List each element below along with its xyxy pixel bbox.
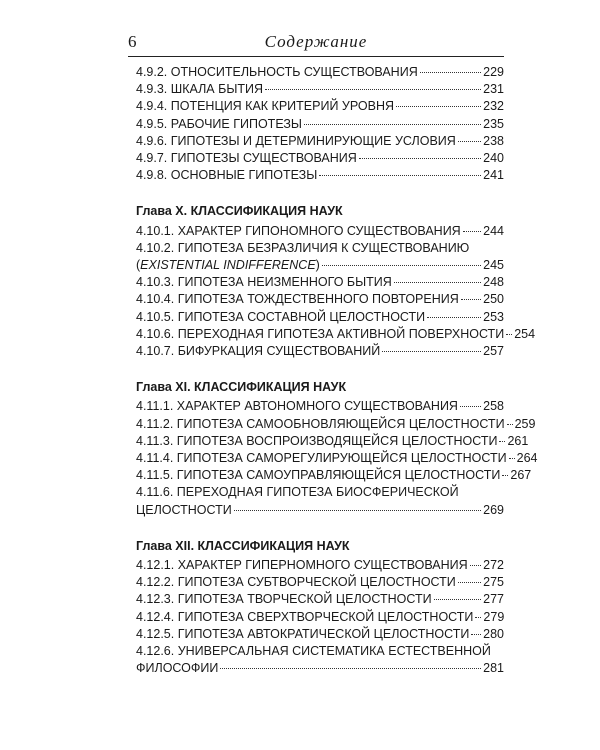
chapter-heading: Глава XI. КЛАССИФИКАЦИЯ НАУК bbox=[136, 380, 347, 395]
toc-entry-title: 4.9.8. ОСНОВНЫЕ ГИПОТЕЗЫ bbox=[136, 168, 318, 183]
dot-leader bbox=[458, 581, 481, 583]
toc-entry bbox=[136, 98, 504, 115]
chapter-heading: Глава XII. КЛАССИФИКАЦИЯ НАУК bbox=[136, 538, 350, 553]
dot-leader bbox=[460, 405, 481, 407]
toc-entry-title: 4.9.2. ОТНОСИТЕЛЬНОСТЬ СУЩЕСТВОВАНИЯ bbox=[136, 65, 418, 79]
page-ref: 257 bbox=[483, 344, 504, 359]
toc-entry bbox=[136, 660, 504, 677]
toc-entry bbox=[136, 223, 504, 240]
toc-entry-line: 4.12.6. УНИВЕРСАЛЬНАЯ СИСТЕМАТИКА ЕСТЕСТВЕННОЙ bbox=[136, 644, 491, 659]
page-ref: 254 bbox=[514, 326, 536, 341]
toc-entry-title: 4.10.6. ПЕРЕХОДНАЯ ГИПОТЕЗА АКТИВНОЙ ПОВЕРХНОСТИ bbox=[136, 326, 505, 341]
page-ref: 264 bbox=[516, 451, 538, 466]
dot-leader bbox=[420, 71, 481, 73]
toc-entry bbox=[136, 416, 536, 433]
toc-entry bbox=[136, 502, 504, 519]
page-ref: 267 bbox=[510, 468, 532, 483]
toc-entry-title: (EXISTENTIAL INDIFFERENCE) bbox=[136, 258, 320, 273]
toc-entry-title: 4.9.6. ГИПОТЕЗЫ И ДЕТЕРМИНИРУЮЩИЕ УСЛОВИЯ bbox=[136, 133, 456, 148]
toc-entry-title: 4.10.1. ХАРАКТЕР ГИПОНОМНОГО СУЩЕСТВОВАНИЯ bbox=[136, 223, 461, 238]
dot-leader bbox=[319, 174, 481, 176]
running-title: Содержание bbox=[264, 32, 368, 51]
dot-leader bbox=[265, 88, 481, 90]
dot-leader bbox=[396, 105, 481, 107]
toc-entry-title: 4.12.4. ГИПОТЕЗА СВЕРХТВОРЧЕСКОЙ ЦЕЛОСТНОСТИ bbox=[136, 609, 474, 624]
dot-leader bbox=[427, 316, 481, 318]
dot-leader bbox=[475, 616, 481, 618]
page-ref: 240 bbox=[483, 151, 504, 166]
dot-leader bbox=[499, 440, 505, 442]
dot-leader bbox=[434, 598, 482, 600]
page-ref: 279 bbox=[483, 609, 505, 624]
toc-entry-title: 4.10.4. ГИПОТЕЗА ТОЖДЕСТВЕННОГО ПОВТОРЕНИЯ bbox=[136, 292, 459, 307]
dot-leader bbox=[506, 333, 512, 335]
toc-chapter-xii bbox=[136, 557, 504, 677]
toc-entry bbox=[136, 81, 504, 98]
toc-section-4-9 bbox=[136, 64, 504, 184]
chapter-heading: Глава X. КЛАССИФИКАЦИЯ НАУК bbox=[136, 204, 343, 219]
toc-entry-title: 4.10.7. БИФУРКАЦИЯ СУЩЕСТВОВАНИЙ bbox=[136, 344, 381, 359]
toc-entry bbox=[136, 309, 504, 326]
page-ref: 235 bbox=[483, 116, 504, 131]
toc-entry bbox=[136, 626, 504, 643]
dot-leader bbox=[461, 298, 481, 300]
toc-entry bbox=[136, 398, 504, 415]
page-ref: 281 bbox=[483, 661, 504, 676]
toc-entry-title: 4.10.5. ГИПОТЕЗА СОСТАВНОЙ ЦЕЛОСТНОСТИ bbox=[136, 309, 426, 324]
page-ref: 244 bbox=[483, 223, 504, 238]
dot-leader bbox=[471, 633, 481, 635]
page-header bbox=[128, 32, 504, 57]
dot-leader bbox=[304, 123, 481, 125]
toc-chapter-xi bbox=[136, 398, 538, 518]
toc-entry-title: 4.12.5. ГИПОТЕЗА АВТОКРАТИЧЕСКОЙ ЦЕЛОСТНОСТИ bbox=[136, 626, 470, 641]
table-of-contents bbox=[136, 64, 538, 678]
page-ref: 229 bbox=[483, 65, 504, 79]
toc-entry bbox=[136, 450, 538, 467]
toc-entry bbox=[136, 343, 504, 360]
toc-entry bbox=[136, 574, 504, 591]
toc-entry-title: 4.9.3. ШКАЛА БЫТИЯ bbox=[136, 82, 264, 97]
toc-entry bbox=[136, 257, 504, 274]
toc-entry bbox=[136, 150, 504, 167]
toc-entry-title: 4.11.2. ГИПОТЕЗА САМООБНОВЛЯЮЩЕЙСЯ ЦЕЛОСТНОСТИ bbox=[136, 416, 505, 431]
toc-entry bbox=[136, 467, 532, 484]
dot-leader bbox=[322, 264, 481, 266]
page-ref: 248 bbox=[483, 275, 504, 290]
page-ref: 238 bbox=[483, 133, 504, 148]
toc-entry bbox=[136, 274, 504, 291]
toc-entry-line: 4.11.6. ПЕРЕХОДНАЯ ГИПОТЕЗА БИОСФЕРИЧЕСКОЙ bbox=[136, 485, 459, 500]
toc-entry bbox=[136, 116, 504, 133]
toc-entry-title: 4.11.1. ХАРАКТЕР АВТОНОМНОГО СУЩЕСТВОВАНИЯ bbox=[136, 399, 458, 414]
toc-entry-line: 4.10.2. ГИПОТЕЗА БЕЗРАЗЛИЧИЯ К СУЩЕСТВОВАНИЮ bbox=[136, 240, 470, 255]
page-ref: 231 bbox=[483, 82, 504, 97]
toc-entry-title: 4.11.5. ГИПОТЕЗА САМОУПРАВЛЯЮЩЕЙСЯ ЦЕЛОСТНОСТИ bbox=[136, 468, 501, 483]
toc-entry-title: 4.9.7. ГИПОТЕЗЫ СУЩЕСТВОВАНИЯ bbox=[136, 151, 357, 166]
page-ref: 245 bbox=[483, 258, 504, 273]
toc-entry-title: 4.11.3. ГИПОТЕЗА ВОСПРОИЗВОДЯЩЕЙСЯ ЦЕЛОСТНОСТИ bbox=[136, 433, 498, 448]
toc-entry bbox=[136, 133, 504, 150]
page-ref: 258 bbox=[483, 399, 504, 414]
toc-entry-title: 4.9.4. ПОТЕНЦИЯ КАК КРИТЕРИЙ УРОВНЯ bbox=[136, 99, 395, 114]
toc-entry-title: 4.12.2. ГИПОТЕЗА СУБТВОРЧЕСКОЙ ЦЕЛОСТНОСТИ bbox=[136, 575, 456, 590]
page-ref: 250 bbox=[483, 292, 504, 307]
page-ref: 275 bbox=[483, 575, 504, 590]
toc-entry bbox=[136, 64, 504, 81]
toc-entry bbox=[136, 433, 529, 450]
toc-entry bbox=[136, 591, 504, 608]
dot-leader bbox=[458, 140, 481, 142]
dot-leader bbox=[502, 474, 508, 476]
page-ref: 253 bbox=[483, 309, 504, 324]
page-ref: 261 bbox=[507, 433, 529, 448]
dot-leader bbox=[359, 157, 481, 159]
dot-leader bbox=[507, 423, 513, 425]
toc-entry bbox=[136, 557, 504, 574]
dot-leader bbox=[463, 230, 481, 232]
toc-entry bbox=[136, 326, 536, 343]
page-ref: 232 bbox=[483, 99, 504, 114]
toc-entry-title: 4.11.4. ГИПОТЕЗА САМОРЕГУЛИРУЮЩЕЙСЯ ЦЕЛОСТНОСТИ bbox=[136, 451, 507, 466]
toc-entry-title: 4.12.3. ГИПОТЕЗА ТВОРЧЕСКОЙ ЦЕЛОСТНОСТИ bbox=[136, 592, 432, 607]
page-ref: 272 bbox=[483, 558, 504, 573]
toc-entry-title: ЦЕЛОСТНОСТИ bbox=[136, 502, 232, 517]
dot-leader bbox=[394, 281, 481, 283]
page-ref: 259 bbox=[514, 416, 536, 431]
page-number: 6 bbox=[128, 32, 137, 51]
page-ref: 280 bbox=[483, 626, 504, 641]
toc-entry-title: 4.12.1. ХАРАКТЕР ГИПЕРНОМНОГО СУЩЕСТВОВАНИЯ bbox=[136, 558, 468, 573]
toc-entry-title: 4.9.5. РАБОЧИЕ ГИПОТЕЗЫ bbox=[136, 116, 302, 131]
toc-entry bbox=[136, 609, 504, 626]
dot-leader bbox=[509, 457, 515, 459]
toc-entry-title: ФИЛОСОФИИ bbox=[136, 661, 219, 676]
page-ref: 277 bbox=[483, 592, 504, 607]
dot-leader bbox=[234, 509, 481, 511]
dot-leader bbox=[220, 667, 481, 669]
toc-entry-title: 4.10.3. ГИПОТЕЗА НЕИЗМЕННОГО БЫТИЯ bbox=[136, 275, 392, 290]
toc-chapter-x bbox=[136, 223, 536, 361]
page-ref: 241 bbox=[483, 168, 504, 183]
toc-entry bbox=[136, 291, 504, 308]
dot-leader bbox=[382, 350, 481, 352]
page-ref: 269 bbox=[483, 502, 504, 517]
dot-leader bbox=[470, 564, 481, 566]
toc-entry bbox=[136, 167, 504, 184]
